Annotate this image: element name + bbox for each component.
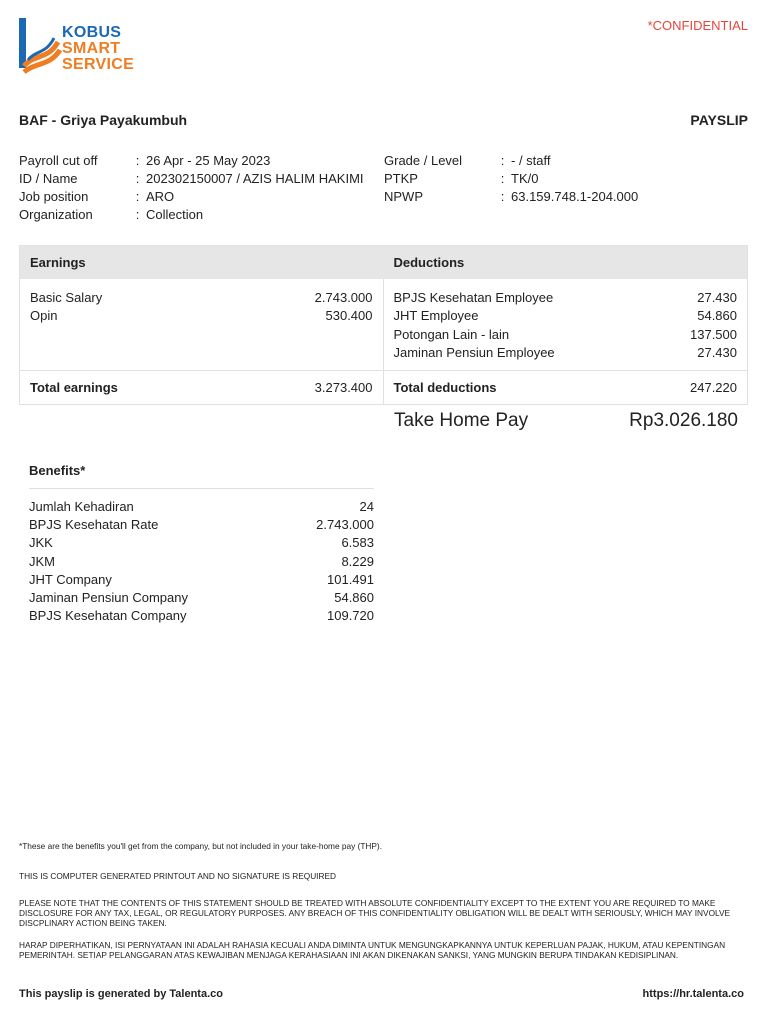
table-header [20,246,747,279]
info-colon: : [500,188,505,204]
info-colon: : [135,170,140,186]
benefit-row [29,534,374,552]
confidentiality-note-en: PLEASE NOTE THAT THE CONTENTS OF THIS STATEMENT SHOULD BE TREATED WITH ABSOLUTE CONFIDENTIALITY EXCEPT TO THE EXTENT YOU ARE REQUIRED TO MAKE DISCLOSURE FOR ANY TAX, LEGAL, OR REGULATORY PURPOSES. ANY BREACH OF THIS CONFIDENTIALITY OBLIGATION WILL BE DEALT WITH SERIOUSLY, WHICH MAY INVOLVE DISCPLINARY ACTION BEING TAKEN. [19,898,731,928]
total-deductions-label: Total deductions [393,380,497,395]
benefit-value: 54.860 [334,590,374,606]
benefit-value: 8.229 [341,553,374,569]
info-label: Job position [19,188,89,204]
deduction-label: Jaminan Pensiun Employee [393,345,555,361]
earning-row [30,307,373,326]
take-home-pay-value: Rp3.026.180 [629,410,738,431]
total-deductions-value: 247.220 [690,380,737,395]
earning-label: Basic Salary [30,289,103,305]
info-label: PTKP [384,170,418,186]
generated-by-text: This payslip is generated by Talenta.co [19,988,223,1000]
deduction-value: 54.860 [697,308,737,324]
earnings-column [20,279,384,370]
total-earnings-cell [20,371,384,404]
info-label: ID / Name [19,170,78,186]
benefit-label: Jumlah Kehadiran [29,498,134,514]
deduction-row [394,344,738,363]
company-logo [18,16,148,76]
info-value: Collection [146,206,204,222]
benefit-label: BPJS Kesehatan Rate [29,516,159,532]
benefit-label: JKM [29,553,55,569]
info-label: Payroll cut off [19,152,98,168]
confidential-label: *CONFIDENTIAL [647,18,748,33]
confidentiality-note-id: HARAP DIPERHATIKAN, ISI PERNYATAAN INI ADALAH RAHASIA KECUALI ANDA DIMINTA UNTUK MENGUNGKAPKANNYA UNTUK KEPERLUAN PAJAK, HUKUM, ATAU KEPENTINGAN PEMERINTAH. SETIAP PELANGGARAN ATAS KEWAJIBAN MENJAGA KERAHASIAAN INI AKAN DIKENAKAN SANKSI, YANG MUNGKIN BERUPA TINDAKAN KEDISIPLINAN. [19,940,726,960]
benefits-heading: Benefits* [29,463,374,489]
info-value: TK/0 [511,170,539,186]
info-row-job-position [19,187,364,205]
total-deductions-cell [384,371,748,404]
info-value: 202302150007 / AZIS HALIM HAKIMI [146,170,364,186]
deduction-label: Potongan Lain - lain [393,326,510,342]
logo-text-line2: SMART [62,40,121,57]
deductions-column [384,279,748,370]
benefit-value: 24 [359,498,374,514]
benefit-row [29,552,374,570]
benefit-value: 109.720 [327,608,374,624]
earning-value: 530.400 [325,308,373,324]
table-body [20,279,747,371]
earnings-heading: Earnings [30,255,86,270]
total-deductions-row [394,378,738,397]
info-row-ptkp [384,169,638,187]
deduction-value: 27.430 [697,345,737,361]
info-row-id-name [19,169,364,187]
talenta-url: https://hr.talenta.co [642,988,744,1000]
benefit-row [29,588,374,606]
info-label: NPWP [384,188,423,204]
take-home-pay [394,410,738,432]
info-value: ARO [146,188,175,204]
info-value: 63.159.748.1-204.000 [511,188,639,204]
total-earnings-row [30,378,373,397]
info-colon: : [135,206,140,222]
deduction-label: BPJS Kesehatan Employee [393,289,554,305]
benefit-label: JHT Company [29,571,112,587]
benefit-value: 2.743.000 [316,516,374,532]
total-earnings-label: Total earnings [30,380,118,395]
bottom-bar [19,988,744,1000]
deductions-heading: Deductions [393,255,465,270]
take-home-pay-label: Take Home Pay [394,410,529,431]
benefits-section [29,463,374,625]
logo-text-line1: KOBUS [62,24,122,41]
info-label: Grade / Level [384,152,463,168]
benefits-footnote: *These are the benefits you'll get from the company, but not included in your take-home pay (THP). [19,841,382,851]
deduction-label: JHT Employee [393,308,479,324]
benefit-label: Jaminan Pensiun Company [29,590,188,606]
info-row-grade-level [384,151,638,169]
info-colon: : [500,152,505,168]
deduction-row [394,307,738,326]
benefit-row [29,497,374,515]
benefit-label: JKK [29,535,53,551]
benefit-value: 6.583 [341,535,374,551]
table-footer [20,371,747,404]
info-colon: : [135,188,140,204]
benefit-row [29,515,374,533]
deduction-value: 27.430 [697,289,737,305]
benefit-label: BPJS Kesehatan Company [29,608,187,624]
deduction-value: 137.500 [690,326,737,342]
logo-mark-icon [18,16,62,76]
earnings-deductions-table [19,245,748,405]
info-row-payroll-cutoff [19,151,364,169]
info-row-npwp [384,187,638,205]
no-signature-note: THIS IS COMPUTER GENERATED PRINTOUT AND NO SIGNATURE IS REQUIRED [19,871,337,881]
info-value: 26 Apr - 25 May 2023 [146,152,271,168]
logo-text-line3: SERVICE [62,56,135,73]
deduction-row [394,288,738,307]
info-value: - / staff [511,152,551,168]
benefits-list [29,489,374,625]
employee-info-left [19,151,364,223]
benefit-row [29,570,374,588]
benefit-value: 101.491 [327,571,374,587]
company-name: BAF - Griya Payakumbuh [19,112,188,128]
info-label: Organization [19,206,93,222]
earning-value: 2.743.000 [314,289,373,305]
benefit-row [29,607,374,625]
document-title: PAYSLIP [690,112,748,128]
info-row-organization [19,205,364,223]
info-colon: : [500,170,505,186]
employee-info-right [384,151,638,205]
info-colon: : [135,152,140,168]
total-earnings-value: 3.273.400 [314,380,373,395]
deduction-row [394,325,738,344]
earning-label: Opin [30,308,58,324]
earning-row [30,288,373,307]
